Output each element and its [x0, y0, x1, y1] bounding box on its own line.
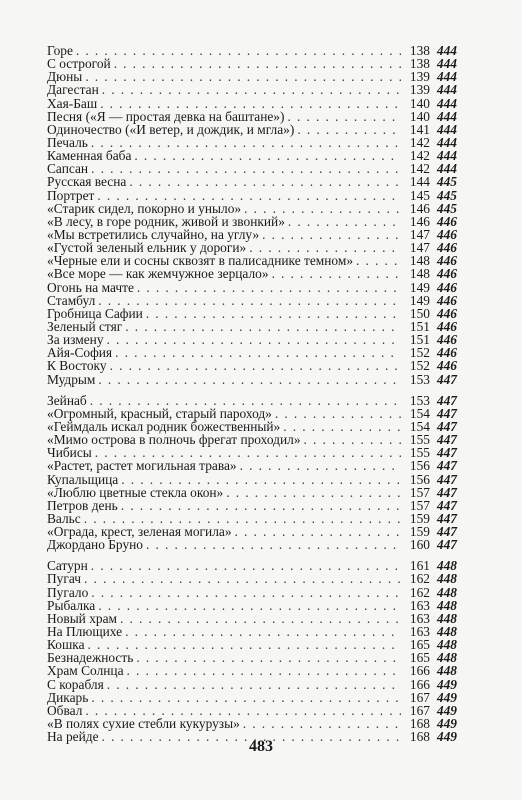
- entry-title: Хая-Баш: [47, 95, 98, 111]
- text-page-number: 167: [409, 689, 430, 705]
- text-page-number: 166: [409, 663, 430, 679]
- dot-leader: [283, 420, 401, 433]
- entry-title: «Огромный, красный, старый пароход»: [47, 405, 272, 421]
- entry-title: «В лесу, в горе родник, живой и звонкий»: [47, 213, 285, 229]
- entry-title: Дикарь: [47, 689, 89, 705]
- notes-page-number: 448: [436, 558, 457, 574]
- text-page-number: 161: [409, 558, 430, 574]
- entry-title: Каменная баба: [47, 148, 132, 164]
- entry-title: «Ограда, крест, зеленая могила»: [47, 524, 232, 540]
- text-page-number: 154: [409, 418, 430, 434]
- notes-page-number: 446: [436, 332, 457, 348]
- text-page-number: 147: [409, 240, 430, 256]
- text-page-number: 152: [409, 358, 430, 374]
- toc-entry: [47, 307, 457, 320]
- dot-leader: [91, 559, 401, 572]
- toc-entry: [47, 202, 457, 215]
- toc-entry: [47, 459, 457, 472]
- text-page-number: 167: [409, 702, 430, 718]
- text-page-number: 138: [409, 43, 430, 58]
- toc-entry: [47, 359, 457, 372]
- notes-page-number: 444: [436, 108, 457, 124]
- dot-leader: [110, 359, 401, 372]
- entry-title: «Все море — как жемчужное зерцало»: [47, 266, 269, 282]
- dot-leader: [85, 70, 401, 83]
- dot-leader: [84, 572, 401, 585]
- entry-title: Одиночество («И ветер, и дождик, и мгла»): [47, 121, 295, 137]
- text-page-number: 153: [409, 371, 430, 387]
- text-page-number: 165: [409, 637, 430, 653]
- toc-entry: [47, 559, 457, 572]
- notes-page-number: 446: [436, 305, 457, 321]
- text-page-number: 160: [409, 537, 430, 553]
- toc-entry: [47, 267, 457, 280]
- dot-leader: [127, 664, 401, 677]
- entry-title: Дагестан: [47, 82, 99, 98]
- text-page-number: 153: [409, 392, 430, 408]
- toc-entry: [47, 599, 457, 612]
- notes-page-number: 444: [436, 161, 457, 177]
- toc-entry: [47, 691, 457, 704]
- notes-page-number: 444: [436, 43, 457, 58]
- dot-leader: [107, 333, 401, 346]
- dot-leader: [91, 586, 401, 599]
- dot-leader: [100, 97, 401, 110]
- page-number: 483: [249, 738, 273, 755]
- notes-page-number: 444: [436, 134, 457, 150]
- text-page-number: 163: [409, 597, 430, 613]
- text-page-number: 149: [409, 279, 430, 295]
- text-page-number: 148: [409, 253, 430, 269]
- text-page-number: 140: [409, 95, 430, 111]
- toc-entry: [47, 57, 457, 70]
- entry-title: Петров день: [47, 497, 118, 513]
- notes-page-number: 449: [436, 729, 457, 745]
- text-page-number: 159: [409, 510, 430, 526]
- notes-page-number: 448: [436, 571, 457, 587]
- notes-page-number: 446: [436, 253, 457, 269]
- toc-entry: [47, 110, 457, 123]
- dot-leader: [262, 228, 401, 241]
- toc-entry: [47, 294, 457, 307]
- notes-page-number: 445: [436, 174, 457, 190]
- dot-leader: [226, 486, 401, 499]
- notes-page-number: 447: [436, 471, 457, 487]
- toc-entry: [47, 586, 457, 599]
- dot-leader: [121, 473, 401, 486]
- toc-entry: [47, 175, 457, 188]
- toc-entry: [47, 149, 457, 162]
- notes-page-number: 447: [436, 418, 457, 434]
- entry-title: Джордано Бруно: [47, 537, 143, 553]
- notes-page-number: 444: [436, 56, 457, 72]
- dot-leader: [97, 189, 401, 202]
- toc-entry: [47, 123, 457, 136]
- text-page-number: 155: [409, 432, 430, 448]
- entry-title: Дюны: [47, 69, 83, 85]
- text-page-number: 150: [409, 305, 430, 321]
- text-page-number: 165: [409, 650, 430, 666]
- text-page-number: 149: [409, 292, 430, 308]
- notes-page-number: 445: [436, 187, 457, 203]
- dot-leader: [115, 346, 401, 359]
- notes-page-number: 447: [436, 484, 457, 500]
- notes-page-number: 448: [436, 597, 457, 613]
- entry-title: Сапсан: [47, 161, 89, 177]
- dot-leader: [146, 307, 401, 320]
- notes-page-number: 448: [436, 650, 457, 666]
- dot-leader: [272, 267, 401, 280]
- toc-entry: [47, 625, 457, 638]
- toc-entry: [47, 473, 457, 486]
- dot-leader: [114, 57, 401, 70]
- entry-title: На Плющихе: [47, 624, 123, 640]
- text-page-number: 142: [409, 161, 430, 177]
- notes-page-number: 448: [436, 624, 457, 640]
- dot-leader: [304, 433, 401, 446]
- dot-leader: [244, 202, 401, 215]
- dot-leader: [240, 459, 401, 472]
- entry-title: К Востоку: [47, 358, 107, 374]
- table-of-contents: [47, 44, 457, 743]
- dot-leader: [235, 525, 401, 538]
- text-page-number: 151: [409, 332, 430, 348]
- entry-title: Храм Солнца: [47, 663, 124, 679]
- dot-leader: [288, 215, 401, 228]
- toc-entry: [47, 373, 457, 386]
- text-page-number: 139: [409, 69, 430, 85]
- text-page-number: 146: [409, 200, 430, 216]
- text-page-number: 142: [409, 148, 430, 164]
- text-page-number: 163: [409, 624, 430, 640]
- text-page-number: 142: [409, 134, 430, 150]
- notes-page-number: 444: [436, 121, 457, 137]
- dot-leader: [275, 407, 401, 420]
- text-page-number: 168: [409, 729, 430, 745]
- notes-page-number: 447: [436, 524, 457, 540]
- text-page-number: 163: [409, 610, 430, 626]
- entry-title: Стамбул: [47, 292, 96, 308]
- entry-title: На рейде: [47, 729, 99, 745]
- notes-page-number: 447: [436, 392, 457, 408]
- entry-title: Гробница Сафии: [47, 305, 143, 321]
- dot-leader: [137, 281, 401, 294]
- notes-page-number: 446: [436, 345, 457, 361]
- entry-title: Зейнаб: [47, 392, 87, 408]
- toc-entry: [47, 394, 457, 407]
- toc-entry: [47, 215, 457, 228]
- text-page-number: 151: [409, 318, 430, 334]
- entry-title: Мудрым: [47, 371, 96, 387]
- dot-leader: [134, 149, 401, 162]
- dot-leader: [102, 83, 401, 96]
- text-page-number: 159: [409, 524, 430, 540]
- entry-title: Рыбалка: [47, 597, 96, 613]
- toc-entry: [47, 346, 457, 359]
- text-page-number: 157: [409, 497, 430, 513]
- dot-leader: [120, 612, 401, 625]
- entry-title: Безнадежность: [47, 650, 134, 666]
- notes-page-number: 447: [436, 445, 457, 461]
- entry-title: Кошка: [47, 637, 85, 653]
- toc-entry: [47, 538, 457, 551]
- dot-leader: [88, 638, 401, 651]
- text-page-number: 147: [409, 226, 430, 242]
- entry-title: Пугало: [47, 584, 89, 600]
- toc-entry: [47, 189, 457, 202]
- toc-entry: [47, 320, 457, 333]
- text-page-number: 156: [409, 471, 430, 487]
- dot-leader: [107, 678, 401, 691]
- text-page-number: 138: [409, 56, 430, 72]
- entry-title: Портрет: [47, 187, 95, 203]
- entry-title: С острогой: [47, 56, 111, 72]
- text-page-number: 146: [409, 213, 430, 229]
- notes-page-number: 449: [436, 716, 457, 732]
- notes-page-number: 449: [436, 689, 457, 705]
- dot-leader: [243, 717, 401, 730]
- entry-title: За измену: [47, 332, 104, 348]
- notes-page-number: 448: [436, 584, 457, 600]
- toc-entry: [47, 433, 457, 446]
- notes-page-number: 447: [436, 537, 457, 553]
- text-page-number: 145: [409, 187, 430, 203]
- dot-leader: [125, 625, 401, 638]
- dot-leader: [356, 254, 401, 267]
- notes-page-number: 447: [436, 432, 457, 448]
- text-page-number: 156: [409, 458, 430, 474]
- entry-title: «Растет, растет могильная трава»: [47, 458, 237, 474]
- notes-page-number: 447: [436, 510, 457, 526]
- entry-title: Песня («Я — простая девка на баштане»): [47, 108, 285, 124]
- notes-page-number: 446: [436, 266, 457, 282]
- dot-leader: [146, 538, 401, 551]
- entry-title: Вальс: [47, 510, 81, 526]
- entry-title: Обвал: [47, 702, 83, 718]
- notes-page-number: 447: [436, 371, 457, 387]
- entry-title: «Густой зеленый ельник у дороги»: [47, 240, 247, 256]
- text-page-number: 162: [409, 571, 430, 587]
- entry-title: Новый храм: [47, 610, 118, 626]
- dot-leader: [121, 499, 401, 512]
- text-page-number: 155: [409, 445, 430, 461]
- dot-leader: [297, 123, 401, 136]
- toc-entry: [47, 678, 457, 691]
- dot-leader: [90, 394, 401, 407]
- notes-page-number: 447: [436, 497, 457, 513]
- notes-page-number: 444: [436, 148, 457, 164]
- dot-leader: [287, 110, 401, 123]
- dot-leader: [91, 162, 401, 175]
- entry-title: Пугач: [47, 571, 81, 587]
- text-page-number: 144: [409, 174, 430, 190]
- notes-page-number: 448: [436, 663, 457, 679]
- notes-page-number: 447: [436, 405, 457, 421]
- entry-title: «Люблю цветные стекла окон»: [47, 484, 224, 500]
- toc-entry: [47, 97, 457, 110]
- notes-page-number: 449: [436, 702, 457, 718]
- entry-title: Чибисы: [47, 445, 92, 461]
- toc-entry: [47, 83, 457, 96]
- toc-entry: [47, 499, 457, 512]
- notes-page-number: 444: [436, 69, 457, 85]
- entry-title: «Старик сидел, покорно и уныло»: [47, 200, 242, 216]
- toc-entry: [47, 70, 457, 83]
- notes-page-number: 446: [436, 226, 457, 242]
- text-page-number: 139: [409, 82, 430, 98]
- toc-entry: [47, 664, 457, 677]
- notes-page-number: 446: [436, 358, 457, 374]
- entry-title: Русская весна: [47, 174, 127, 190]
- text-page-number: 148: [409, 266, 430, 282]
- notes-page-number: 445: [436, 200, 457, 216]
- text-page-number: 168: [409, 716, 430, 732]
- entry-title: Купальщица: [47, 471, 119, 487]
- dot-leader: [91, 691, 401, 704]
- dot-leader: [125, 320, 401, 333]
- dot-leader: [76, 44, 401, 57]
- toc-entry: [47, 407, 457, 420]
- dot-leader: [129, 175, 401, 188]
- entry-title: «Мы встретились случайно, на углу»: [47, 226, 260, 242]
- toc-entry: [47, 717, 457, 730]
- notes-page-number: 446: [436, 292, 457, 308]
- dot-leader: [136, 651, 401, 664]
- text-page-number: 152: [409, 345, 430, 361]
- notes-page-number: 448: [436, 637, 457, 653]
- entry-title: Айя-София: [47, 345, 113, 361]
- notes-page-number: 446: [436, 213, 457, 229]
- notes-page-number: 446: [436, 279, 457, 295]
- text-page-number: 162: [409, 584, 430, 600]
- notes-page-number: 447: [436, 458, 457, 474]
- dot-leader: [98, 599, 401, 612]
- entry-title: «Мимо острова в полночь фрегат проходил»: [47, 432, 301, 448]
- notes-page-number: 444: [436, 82, 457, 98]
- notes-page-number: 446: [436, 240, 457, 256]
- entry-title: Сатурн: [47, 558, 88, 574]
- text-page-number: 140: [409, 108, 430, 124]
- entry-title: С корабля: [47, 676, 104, 692]
- entry-title: «В полях сухие стебли кукурузы»: [47, 716, 240, 732]
- entry-title: «Геймдаль искал родник божественный»: [47, 418, 281, 434]
- notes-page-number: 449: [436, 676, 457, 692]
- dot-leader: [98, 373, 401, 386]
- dot-leader: [91, 136, 401, 149]
- text-page-number: 166: [409, 676, 430, 692]
- text-page-number: 157: [409, 484, 430, 500]
- dot-leader: [98, 294, 401, 307]
- text-page-number: 141: [409, 121, 430, 137]
- entry-title: Горе: [47, 43, 73, 58]
- notes-page-number: 446: [436, 318, 457, 334]
- entry-title: «Черные ели и сосны сквозят в палисаднике темном»: [47, 253, 354, 269]
- text-page-number: 154: [409, 405, 430, 421]
- notes-page-number: 444: [436, 95, 457, 111]
- toc-entry: [47, 572, 457, 585]
- entry-title: Огонь на мачте: [47, 279, 134, 295]
- toc-entry: [47, 486, 457, 499]
- notes-page-number: 448: [436, 610, 457, 626]
- entry-title: Печаль: [47, 134, 88, 150]
- toc-entry: [47, 281, 457, 294]
- entry-title: Зеленый стяг: [47, 318, 123, 334]
